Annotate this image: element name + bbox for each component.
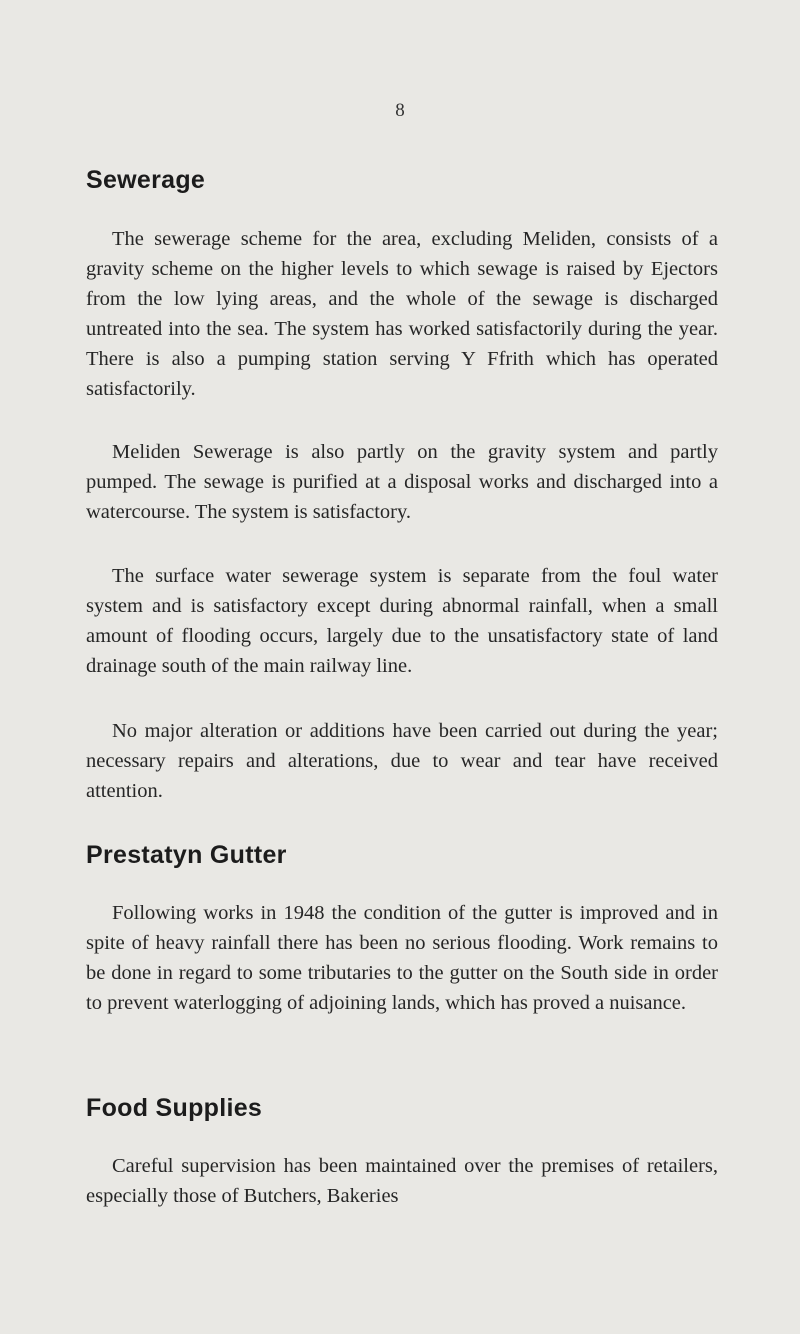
page-number: 8 [395, 100, 405, 121]
sewerage-paragraph-1: The sewerage scheme for the area, excluding Meliden, consists of a gravity scheme on the higher levels to which sewage is raised by Ejectors from the low lying areas, and the whole of the sewage is discharged untreated into the sea. The system has worked satisfactorily during the year. There is also a pumping station serving Y Ffrith which has operated satisfactorily. [86, 228, 718, 400]
sewerage-heading: Sewerage [86, 166, 206, 194]
sewerage-paragraph-3: The surface water sewerage system is separate from the foul water system and is satisfactory except during abnormal rainfall, when a small amount of flooding occurs, largely due to the unsatisfactory state of land drainage south of the main railway line. [86, 565, 718, 677]
prestatyn-gutter-paragraph: Following works in 1948 the condition of the gutter is improved and in spite of heavy rainfall there has been no serious flooding. Work remains to be done in regard to some tributaries to the gutter on the South side in order to prevent waterlogging of adjoining lands, which has proved a nuisance. [86, 902, 718, 1014]
sewerage-paragraph-2: Meliden Sewerage is also partly on the gravity system and partly pumped. The sewage is purified at a disposal works and discharged into a watercourse. The system is satisfactory. [86, 441, 718, 523]
food-supplies-heading: Food Supplies [86, 1094, 263, 1122]
food-supplies-paragraph: Careful supervision has been maintained over the premises of retailers, especially those of Butchers, Bakeries [86, 1155, 718, 1207]
prestatyn-gutter-heading: Prestatyn Gutter [86, 841, 287, 869]
sewerage-paragraph-4: No major alteration or additions have been carried out during the year; necessary repairs and alterations, due to wear and tear have received attention. [86, 720, 718, 802]
